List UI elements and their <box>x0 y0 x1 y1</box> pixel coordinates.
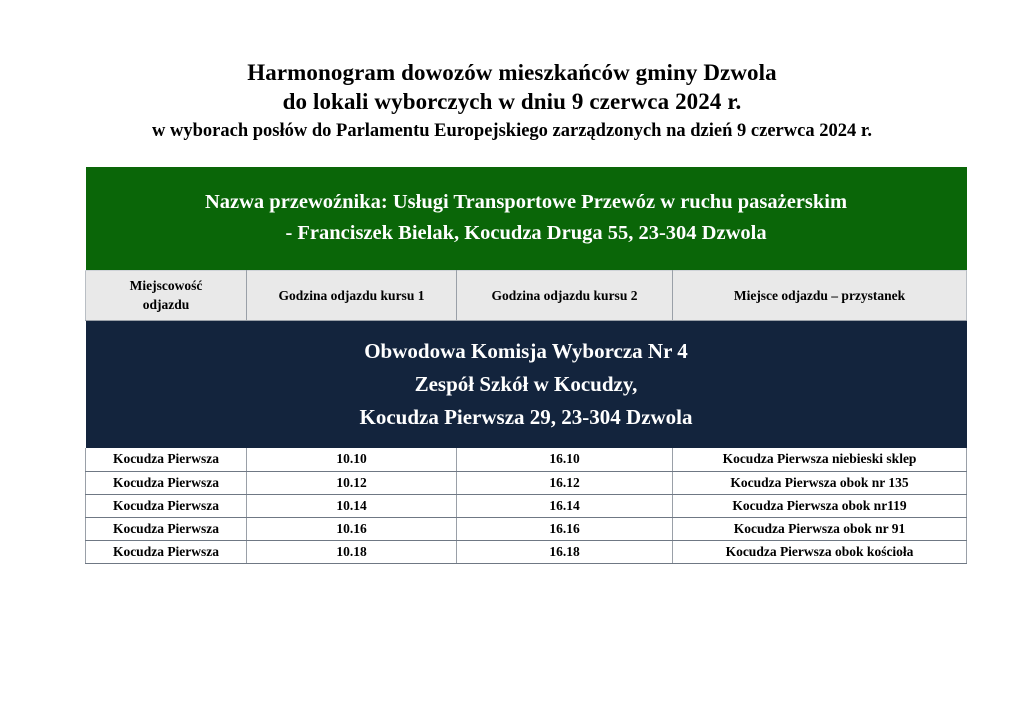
cell-course-1: 10.18 <box>247 540 457 563</box>
cell-locality: Kocudza Pierwsza <box>86 448 247 471</box>
cell-course-2: 16.18 <box>457 540 673 563</box>
column-header-locality-line-1: Miejscowość <box>129 278 203 293</box>
commission-banner-line-3: Kocudza Pierwsza 29, 23-304 Dzwola <box>359 404 693 429</box>
carrier-banner <box>86 167 967 270</box>
carrier-banner-line-2: - Franciszek Bielak, Kocudza Druga 55, 23-304 Dzwola <box>285 222 767 245</box>
cell-stop: Kocudza Pierwsza obok nr119 <box>673 494 967 517</box>
cell-stop: Kocudza Pierwsza obok kościoła <box>673 540 967 563</box>
title-line-2: do lokali wyborczych w dniu 9 czerwca 2024 r. <box>282 89 742 114</box>
carrier-banner-row <box>86 167 967 270</box>
cell-course-2: 16.16 <box>457 517 673 540</box>
title-line-3: w wyborach posłów do Parlamentu Europejskiego zarządzonych na dzień 9 czerwca 2024 r. <box>152 121 872 141</box>
commission-banner <box>86 320 967 448</box>
table-row <box>86 517 967 540</box>
document-title <box>0 58 1024 144</box>
column-header-row <box>86 270 967 320</box>
table-row <box>86 494 967 517</box>
commission-banner-line-1: Obwodowa Komisja Wyborcza Nr 4 <box>364 338 688 363</box>
column-header-course-1: Godzina odjazdu kursu 1 <box>247 270 457 320</box>
cell-stop: Kocudza Pierwsza obok nr 91 <box>673 517 967 540</box>
schedule-table <box>85 167 967 564</box>
cell-stop: Kocudza Pierwsza obok nr 135 <box>673 471 967 494</box>
table-row <box>86 471 967 494</box>
column-header-locality <box>86 270 247 320</box>
cell-course-2: 16.10 <box>457 448 673 471</box>
carrier-banner-line-1: Nazwa przewoźnika: Usługi Transportowe Przewóz w ruchu pasażerskim <box>204 191 848 214</box>
cell-course-1: 10.16 <box>247 517 457 540</box>
column-header-locality-line-2: odjazdu <box>142 297 190 312</box>
cell-course-1: 10.14 <box>247 494 457 517</box>
title-line-1: Harmonogram dowozów mieszkańców gminy Dzwola <box>247 60 777 85</box>
cell-course-1: 10.10 <box>247 448 457 471</box>
cell-stop: Kocudza Pierwsza niebieski sklep <box>673 448 967 471</box>
column-header-stop: Miejsce odjazdu – przystanek <box>673 270 967 320</box>
commission-banner-line-2: Zespół Szkół w Kocudzy, <box>414 371 638 396</box>
cell-course-2: 16.14 <box>457 494 673 517</box>
cell-locality: Kocudza Pierwsza <box>86 471 247 494</box>
table-row <box>86 540 967 563</box>
cell-course-2: 16.12 <box>457 471 673 494</box>
cell-course-1: 10.12 <box>247 471 457 494</box>
column-header-course-2: Godzina odjazdu kursu 2 <box>457 270 673 320</box>
commission-banner-row <box>86 320 967 448</box>
cell-locality: Kocudza Pierwsza <box>86 517 247 540</box>
table-row <box>86 448 967 471</box>
cell-locality: Kocudza Pierwsza <box>86 494 247 517</box>
cell-locality: Kocudza Pierwsza <box>86 540 247 563</box>
